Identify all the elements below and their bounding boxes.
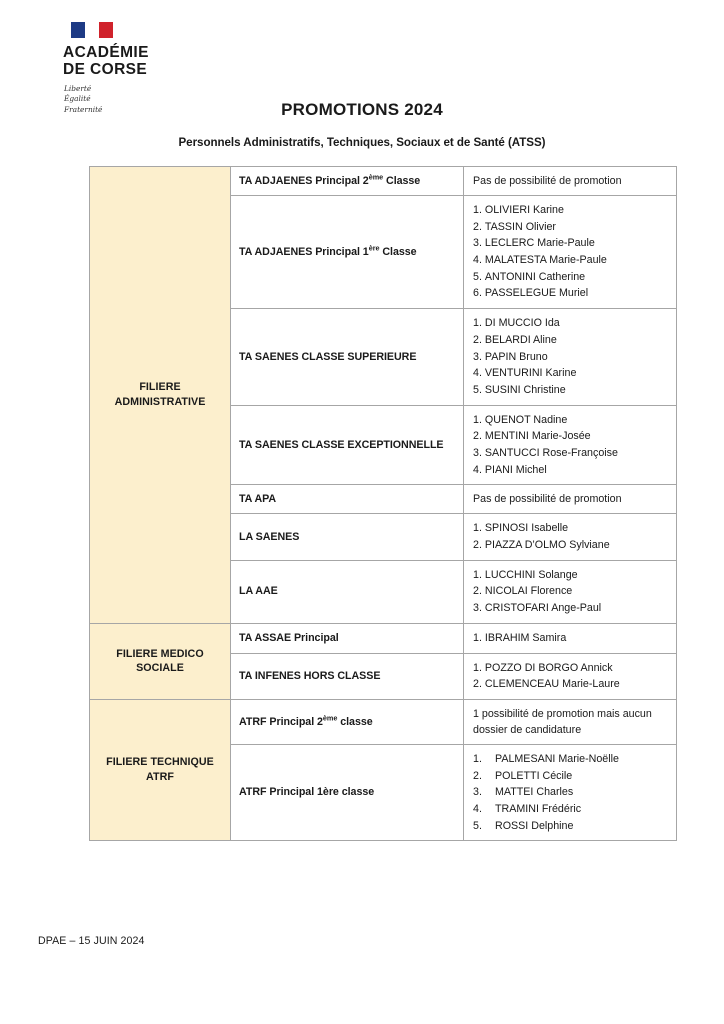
list-item-name: ROSSI Delphine xyxy=(495,819,574,832)
list-item xyxy=(473,676,668,693)
list-item-number: 4. xyxy=(473,803,482,816)
filiere-cell xyxy=(90,623,231,699)
logo-name-line1: ACADÉMIE xyxy=(63,44,149,61)
list-item xyxy=(473,445,668,462)
grade-cell xyxy=(231,405,464,485)
promoted-names-cell xyxy=(464,196,677,309)
list-item xyxy=(473,751,668,768)
list-item xyxy=(473,315,668,332)
list-item-number: 1. xyxy=(473,522,482,535)
motto-line-fraternite: Fraternité xyxy=(64,104,103,114)
list-item-name: LECLERC Marie-Paule xyxy=(484,237,595,250)
grade-cell xyxy=(231,699,464,744)
list-item-name: ANTONINI Catherine xyxy=(484,270,586,283)
grade-label: ATRF Principal 1ère classe xyxy=(239,786,375,799)
list-item-name: PASSELEGUE Muriel xyxy=(484,287,589,300)
list-item xyxy=(473,567,668,584)
list-item xyxy=(473,428,668,445)
list-item-number: 6. xyxy=(473,287,482,300)
grade-label: TA INFENES HORS CLASSE xyxy=(239,669,381,682)
grade-cell xyxy=(231,653,464,699)
list-item xyxy=(473,349,668,366)
promoted-names-list xyxy=(473,520,668,553)
filiere-label-line1: FILIERE TECHNIQUE xyxy=(106,756,214,769)
list-item xyxy=(473,252,668,269)
list-item-name: POZZO DI BORGO Annick xyxy=(484,661,613,674)
page-subtitle: Personnels Administratifs, Techniques, Sociaux et de Santé (ATSS) xyxy=(178,136,546,149)
promotion-note: Pas de possibilité de promotion xyxy=(473,493,622,506)
grade-label: TA ADJAENES Principal 1 xyxy=(239,245,369,258)
list-item xyxy=(473,600,668,617)
filiere-label-line1: FILIERE MEDICO xyxy=(116,647,204,660)
list-item xyxy=(473,520,668,537)
list-item xyxy=(473,660,668,677)
footer-text: DPAE – 15 JUIN 2024 xyxy=(38,935,145,947)
filiere-label-line1: FILIERE xyxy=(139,381,181,394)
list-item-name: DI MUCCIO Ida xyxy=(484,317,560,330)
list-item xyxy=(473,285,668,302)
promoted-names-list xyxy=(473,630,668,647)
list-item-name: PIAZZA D’OLMO Sylviane xyxy=(484,539,610,552)
list-item-name: CLEMENCEAU Marie-Laure xyxy=(484,678,620,691)
list-item-number: 3. xyxy=(473,237,482,250)
filiere-label-line2: SOCIALE xyxy=(136,662,184,675)
list-item-name: PIANI Michel xyxy=(484,463,547,476)
promotions-table xyxy=(89,166,677,841)
list-item-number: 4. xyxy=(473,367,482,380)
list-item-name: NICOLAI Florence xyxy=(484,585,573,598)
promoted-names-cell xyxy=(464,623,677,653)
grade-ordinal-suffix: ème xyxy=(322,713,338,723)
promoted-names-cell xyxy=(464,699,677,744)
filiere-cell xyxy=(90,699,231,841)
grade-label: TA SAENES CLASSE SUPERIEURE xyxy=(239,350,417,363)
list-item xyxy=(473,235,668,252)
list-item-number: 1. xyxy=(473,317,482,330)
grade-label: TA ADJAENES Principal 2 xyxy=(239,174,369,187)
list-item xyxy=(473,332,668,349)
promoted-names-list xyxy=(473,567,668,617)
list-item-number: 1. xyxy=(473,631,482,644)
grade-label: TA SAENES CLASSE EXCEPTIONNELLE xyxy=(239,438,444,451)
list-item-number: 2. xyxy=(473,769,482,782)
promoted-names-cell xyxy=(464,485,677,514)
list-item-name: POLETTI Cécile xyxy=(495,769,573,782)
list-item-number: 2. xyxy=(473,585,482,598)
list-item-number: 1. xyxy=(473,204,482,217)
promoted-names-list xyxy=(473,660,668,693)
filiere-label-line2: ADMINISTRATIVE xyxy=(114,395,206,408)
list-item-name: TRAMINI Frédéric xyxy=(495,803,582,816)
list-item-name: QUENOT Nadine xyxy=(484,413,568,426)
promoted-names-cell xyxy=(464,167,677,196)
list-item xyxy=(473,784,668,801)
grade-cell xyxy=(231,745,464,841)
list-item xyxy=(473,768,668,785)
promoted-names-cell xyxy=(464,745,677,841)
grade-label: LA SAENES xyxy=(239,530,300,543)
promoted-names-list xyxy=(473,412,668,479)
grade-label: TA ASSAE Principal xyxy=(239,631,339,644)
flag-band-white xyxy=(85,22,99,38)
list-item-name: VENTURINI Karine xyxy=(484,367,577,380)
promoted-names-cell xyxy=(464,309,677,405)
list-item-name: IBRAHIM Samira xyxy=(484,631,567,644)
list-item-number: 5. xyxy=(473,270,482,283)
logo-name-line2: DE CORSE xyxy=(63,61,148,79)
list-item-number: 4. xyxy=(473,463,482,476)
grade-cell xyxy=(231,623,464,653)
table-row xyxy=(90,167,677,196)
list-item xyxy=(473,818,668,835)
promoted-names-list xyxy=(473,315,668,398)
list-item-number: 2. xyxy=(473,539,482,552)
list-item-number: 5. xyxy=(473,819,482,832)
grade-cell xyxy=(231,560,464,623)
list-item-number: 1. xyxy=(473,413,482,426)
list-item-number: 2. xyxy=(473,333,482,346)
flag-band-red xyxy=(99,22,113,38)
list-item-number: 3. xyxy=(473,602,482,615)
grade-ordinal-suffix: ème xyxy=(368,172,384,182)
list-item xyxy=(473,382,668,399)
list-item xyxy=(473,365,668,382)
list-item-number: 1. xyxy=(473,753,482,765)
promotions-table-body xyxy=(90,167,677,841)
grade-label: TA APA xyxy=(239,493,277,506)
list-item-name: OLIVIERI Karine xyxy=(484,204,564,217)
grade-label-tail: classe xyxy=(337,715,373,728)
grade-cell xyxy=(231,309,464,405)
promoted-names-cell xyxy=(464,560,677,623)
page-title: PROMOTIONS 2024 xyxy=(281,100,443,119)
promoted-names-list xyxy=(473,202,668,302)
list-item-name: PALMESANI Marie-Noëlle xyxy=(495,753,619,765)
promotion-note: Pas de possibilité de promotion xyxy=(473,175,622,187)
list-item-name: SPINOSI Isabelle xyxy=(484,522,569,535)
list-item-name: LUCCHINI Solange xyxy=(484,568,578,581)
list-item-name: PAPIN Bruno xyxy=(484,350,548,363)
grade-ordinal-suffix: ère xyxy=(368,243,380,253)
grade-label: LA AAE xyxy=(239,585,278,598)
list-item-name: TASSIN Olivier xyxy=(484,220,556,233)
list-item xyxy=(473,537,668,554)
promoted-names-cell xyxy=(464,405,677,485)
table-row xyxy=(90,699,677,744)
list-item xyxy=(473,219,668,236)
grade-cell xyxy=(231,485,464,514)
grade-cell xyxy=(231,167,464,196)
list-item xyxy=(473,202,668,219)
list-item-number: 1. xyxy=(473,661,482,674)
list-item-name: MALATESTA Marie-Paule xyxy=(484,254,607,267)
filiere-label-line2: ATRF xyxy=(146,771,174,784)
flag-band-blue xyxy=(71,22,85,38)
grade-label-tail: Classe xyxy=(383,174,421,187)
list-item xyxy=(473,583,668,600)
list-item-number: 4. xyxy=(473,254,482,267)
grade-label-tail: Classe xyxy=(379,245,417,258)
list-item xyxy=(473,801,668,818)
list-item-number: 3. xyxy=(473,446,482,459)
promoted-names-list xyxy=(473,751,668,834)
list-item-name: CRISTOFARI Ange-Paul xyxy=(484,602,602,615)
list-item xyxy=(473,462,668,479)
promoted-names-cell xyxy=(464,653,677,699)
list-item-number: 2. xyxy=(473,678,482,691)
french-flag-icon xyxy=(71,22,113,38)
list-item-number: 3. xyxy=(473,350,482,363)
list-item xyxy=(473,412,668,429)
table-row xyxy=(90,623,677,653)
motto-line-egalite: Égalité xyxy=(64,94,91,104)
list-item-name: MENTINI Marie-Josée xyxy=(484,430,591,443)
list-item-name: BELARDI Aline xyxy=(484,333,557,346)
motto-line-liberte: Liberté xyxy=(64,83,92,93)
list-item xyxy=(473,269,668,286)
filiere-cell xyxy=(90,167,231,624)
logo-institution-name xyxy=(63,44,223,79)
list-item-number: 5. xyxy=(473,383,482,396)
grade-cell xyxy=(231,196,464,309)
list-item-name: MATTEI Charles xyxy=(495,786,574,799)
grade-cell xyxy=(231,514,464,560)
list-item-name: SUSINI Christine xyxy=(484,383,566,396)
list-item xyxy=(473,630,668,647)
promotion-note: 1 possibilité de promotion mais aucun dossier de candidature xyxy=(473,707,652,736)
promoted-names-cell xyxy=(464,514,677,560)
list-item-name: SANTUCCI Rose-Françoise xyxy=(484,446,618,459)
list-item-number: 2. xyxy=(473,430,482,443)
list-item-number: 1. xyxy=(473,568,482,581)
grade-label: ATRF Principal 2 xyxy=(239,715,323,728)
list-item-number: 2. xyxy=(473,220,482,233)
list-item-number: 3. xyxy=(473,786,482,799)
